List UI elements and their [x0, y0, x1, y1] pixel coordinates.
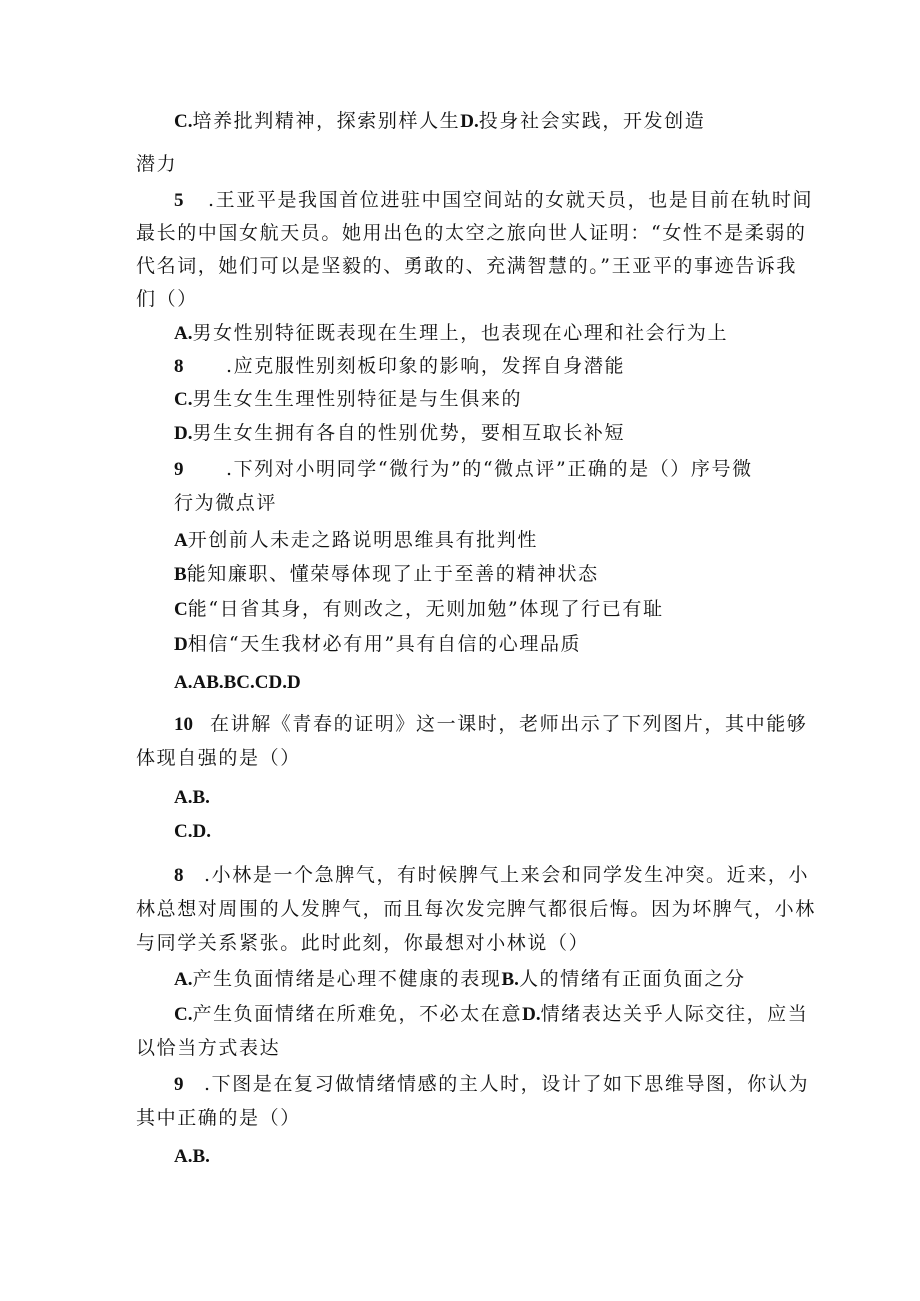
- q9a-row-b-letter: B: [174, 564, 187, 585]
- q8-option-c-text: 产生负面情绪在所难免，不必太在意: [192, 1003, 523, 1025]
- q5-stem-line-4: 们（）: [136, 288, 198, 310]
- q9a-stem-text-1: .下列对小明同学“微行为”的“微点评”正确的是（）序号微: [226, 458, 753, 480]
- q9b-options-ab-text: A.B.: [174, 1146, 210, 1167]
- q10-options-cd: [174, 818, 211, 845]
- q5-option-c-text: 男生女生生理性别特征是与生俱来的: [192, 388, 523, 410]
- q10-stem-text-1: 在讲解《青春的证明》这一课时，老师出示了下列图片，其中能够: [210, 713, 808, 735]
- q5-option-c: [174, 386, 522, 413]
- q10-options-ab-text: A.B.: [174, 787, 210, 808]
- q8-number: 8: [174, 865, 184, 886]
- q5-option-a-text: 男女性别特征既表现在生理上，也表现在心理和社会行为上: [192, 322, 729, 344]
- q9a-row-a-text: 开创前人未走之路说明思维具有批判性: [187, 529, 538, 551]
- q9a-row-d: [174, 631, 581, 658]
- q9a-row-c: [174, 596, 664, 623]
- q8-option-b-letter: B.: [501, 969, 519, 990]
- q5-stem-text-1: .王亚平是我国首位进驻中国空间站的女就天员，也是目前在轨时间: [208, 189, 814, 211]
- q5-stem-line-2: 最长的中国女航天员。她用出色的太空之旅向世人证明：“女性不是柔弱的: [136, 222, 807, 244]
- q8-option-d-text: 情绪表达关乎人际交往，应当: [540, 1003, 809, 1025]
- q10-stem-line-1: [174, 711, 807, 738]
- q5-option-d-text: 男生女生拥有各自的性别优势，要相互取长补短: [192, 422, 626, 444]
- q8-stem-line-1: [174, 862, 809, 889]
- q5-stem-line-3: 代名词，她们可以是坚毅的、勇敢的、充满智慧的。”王亚平的事迹告诉我: [136, 255, 798, 277]
- q8-option-d-letter: D.: [522, 1004, 541, 1025]
- q8-stem-line-2: 林总想对周围的人发脾气，而且每次发完脾气都很后悔。因为坏脾气，小林: [136, 898, 816, 920]
- q9a-row-c-text: 能“日省其身，有则改之，无则加勉”体现了行已有耻: [187, 598, 664, 620]
- q8-option-b-text: 人的情绪有正面负面之分: [518, 968, 746, 990]
- q8-option-c-letter: C.: [174, 1004, 193, 1025]
- q10-stem-line-2: 体现自强的是（）: [136, 747, 301, 769]
- q4-option-d-text: 投身社会实践，开发创造: [478, 110, 706, 132]
- q4-option-c-letter: C.: [174, 111, 193, 132]
- q5-option-a: [174, 320, 728, 347]
- q8-option-d-continuation: 以恰当方式表达: [136, 1037, 281, 1059]
- q4-option-d-continuation: 潜力: [136, 153, 178, 175]
- q9b-number: 9: [174, 1074, 184, 1095]
- q5-option-a-letter: A.: [174, 323, 193, 344]
- q10-options-cd-text: C.D.: [174, 821, 211, 842]
- q5-option-b-text: .应克服性别刻板印象的影响，发挥自身潜能: [226, 355, 626, 377]
- q9a-row-b: [174, 561, 599, 588]
- q5-number: 5: [174, 190, 184, 211]
- q5-option-d-letter: D.: [174, 423, 193, 444]
- q9a-row-b-text: 能知廉职、懂荣辱体现了止于至善的精神状态: [186, 563, 599, 585]
- q5-stem-line-1: [174, 187, 813, 214]
- q8-options-cd: [174, 1001, 808, 1028]
- q9a-row-a: [174, 527, 538, 554]
- q9a-stem-line-2: 行为微点评: [174, 492, 278, 514]
- q5-option-c-letter: C.: [174, 389, 193, 410]
- q9a-row-c-letter: C: [174, 599, 188, 620]
- q5-option-b: [174, 353, 625, 380]
- q9a-number: 9: [174, 459, 184, 480]
- q4-option-c-text: 培养批判精神，探索别样人生: [192, 110, 461, 132]
- q9b-stem-text-1: .下图是在复习做情绪情感的主人时，设计了如下思维导图，你认为: [204, 1073, 810, 1095]
- q9a-answer-options-text: A.AB.BC.CD.D: [174, 672, 301, 693]
- q5-option-d: [174, 420, 625, 447]
- q4-option-d-letter: D.: [460, 111, 479, 132]
- q9a-stem-line-1: [174, 456, 753, 483]
- q9a-row-d-text: 相信“天生我材必有用”具有自信的心理品质: [187, 633, 582, 655]
- q9a-answer-options: [174, 669, 301, 696]
- q9a-row-d-letter: D: [174, 634, 188, 655]
- q8-stem-line-3: 与同学关系紧张。此时此刻，你最想对小林说（）: [136, 932, 590, 954]
- q8-option-a-letter: A.: [174, 969, 193, 990]
- q4-options-cd-line: [174, 108, 705, 135]
- q9b-options-ab: [174, 1143, 210, 1170]
- q10-number: 10: [174, 714, 193, 735]
- q10-options-ab: [174, 784, 210, 811]
- q5-option-b-number: 8: [174, 356, 184, 377]
- q9a-row-a-letter: A: [174, 530, 188, 551]
- q8-stem-text-1: .小林是一个急脾气，有时候脾气上来会和同学发生冲突。近来，小: [204, 864, 810, 886]
- q9b-stem-line-2: 其中正确的是（）: [136, 1107, 301, 1129]
- q9b-stem-line-1: [174, 1071, 809, 1098]
- q8-option-a-text: 产生负面情绪是心理不健康的表现: [192, 968, 502, 990]
- q8-options-ab: [174, 966, 746, 993]
